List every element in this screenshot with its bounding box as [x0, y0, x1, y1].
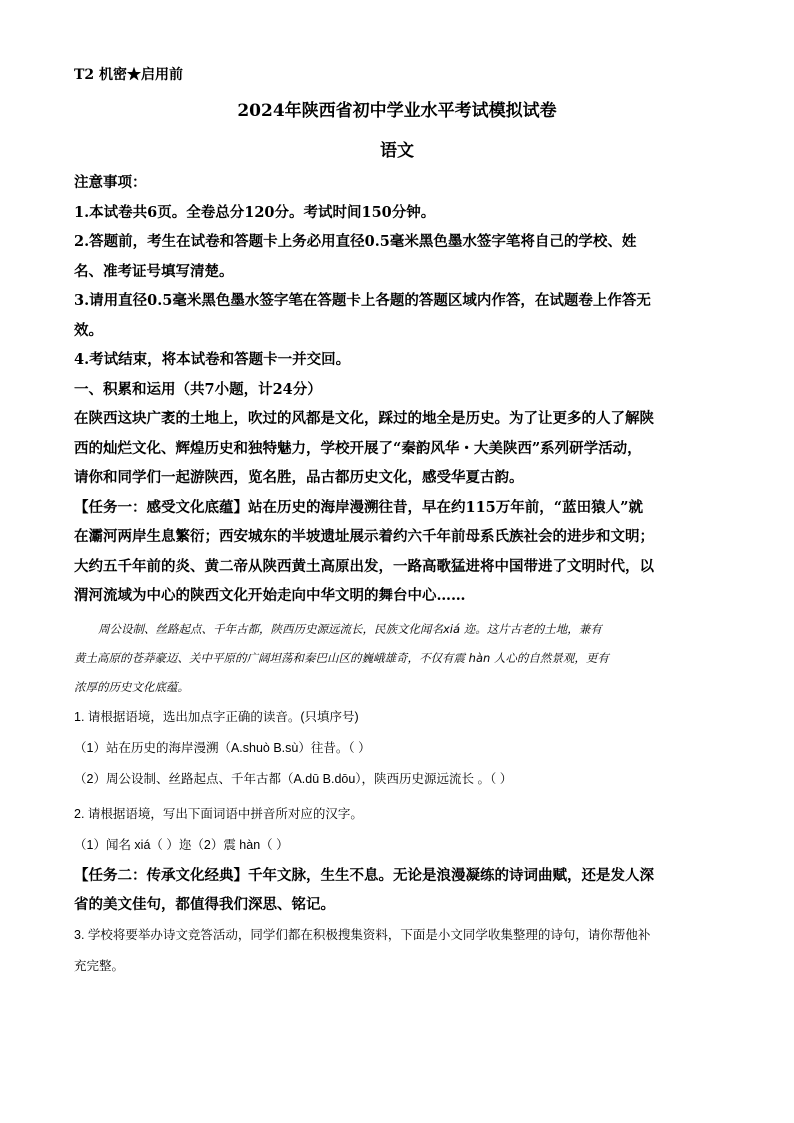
notice-item: 3.请用直径0.5毫米黑色墨水签字笔在答题卡上各题的答题区域内作答，在试题卷上作答无 — [74, 292, 651, 309]
exam-title: 2024年陕西省初中学业水平考试模拟试卷 — [237, 101, 557, 121]
task1-block — [74, 493, 720, 611]
question-3 — [74, 920, 720, 982]
quote-line: 浓厚的历史文化底蕴。 — [74, 679, 189, 694]
quote-passage — [74, 615, 720, 702]
task1-line: 渭河流域为中心的陕西文化开始走向中华文明的舞台中心…… — [74, 587, 466, 604]
question-stem: 1. 请根据语境，选出加点字正确的读音。(只填序号) — [74, 709, 359, 724]
quote-line: 周公设制、丝路起点、千年古都，陕西历史源远流长，民族文化闻名xiá 迩。这片古老的土地，兼有 — [98, 621, 602, 636]
question-2 — [74, 799, 720, 861]
exam-subject: 语文 — [380, 141, 414, 161]
task2-label: 【任务二：传承文化经典】 — [74, 866, 248, 884]
notice-item: 2.答题前，考生在试卷和答题卡上务必用直径0.5毫米黑色墨水签字笔将自己的学校、姓 — [74, 233, 637, 250]
task1-text: 站在历史的海岸漫溯往昔，早在约115万年前，“蓝田猿人”就 — [248, 498, 643, 516]
question-stem: 2. 请根据语境，写出下面词语中拼音所对应的汉字。 — [74, 806, 363, 821]
notice-item: 名、准考证号填写清楚。 — [74, 262, 234, 280]
task2-block — [74, 861, 720, 920]
question-stem: 3. 学校将要举办诗文竞答活动，同学们都在积极搜集资料，下面是小文同学收集整理的诗句，请你帮他补 — [74, 927, 651, 942]
intro-line: 请你和同学们一起游陕西，览名胜，品古都历史文化，感受华夏古韵。 — [74, 469, 524, 486]
task2-text: 千年文脉，生生不息。无论是浪漫凝练的诗词曲赋，还是发人深 — [248, 866, 654, 884]
question-sub: （1）站在历史的海岸漫溯（A.shuò B.sù）往昔。（ ） — [74, 740, 371, 755]
intro-line: 在陕西这块广袤的土地上，吹过的风都是文化，踩过的地全是历史。为了让更多的人了解陕 — [74, 410, 654, 427]
task1-label: 【任务一：感受文化底蕴】 — [74, 498, 248, 516]
task1-line: 大约五千年前的炎、黄二帝从陕西黄土高原出发，一路高歌猛进将中国带进了文明时代，以 — [74, 557, 654, 575]
task2-line: 省的美文佳句，都值得我们深思、铭记。 — [74, 896, 335, 913]
section-heading: 一、积累和运用（共7小题，计24分） — [74, 380, 322, 398]
question-sub: （1）闻名 xiá（ ）迩（2）震 hàn（ ） — [74, 837, 289, 852]
notice-item: 4.考试结束，将本试卷和答题卡一并交回。 — [74, 351, 351, 368]
notice-block — [74, 168, 720, 375]
notice-item: 效。 — [74, 321, 103, 339]
question-sub: （2）周公设制、丝路起点、千年古都（A.dū B.dōu），陕西历史源远流长 。（ ） — [74, 771, 513, 786]
task1-line — [74, 493, 720, 523]
task1-line: 在灞河两岸生息繁衍；西安城东的半坡遗址展示着约六千年前母系氏族社会的进步和文明； — [74, 528, 654, 545]
section-intro — [74, 404, 720, 493]
intro-line: 西的灿烂文化、辉煌历史和独特魅力，学校开展了“秦韵风华・大美陕西”系列研学活动， — [74, 439, 642, 457]
task2-line — [74, 861, 720, 891]
quote-line: 黄土高原的苍莽豪迈、关中平原的广阔坦荡和秦巴山区的巍峨雄奇，不仅有震 hàn 人心的自然景观，更有 — [74, 650, 609, 665]
secret-mark: T2 机密★启用前 — [74, 67, 184, 83]
question-stem: 充完整。 — [74, 958, 125, 973]
notice-item: 1.本试卷共6页。全卷总分120分。考试时间150分钟。 — [74, 203, 436, 221]
question-1 — [74, 702, 720, 795]
notice-heading: 注意事项： — [74, 174, 147, 191]
